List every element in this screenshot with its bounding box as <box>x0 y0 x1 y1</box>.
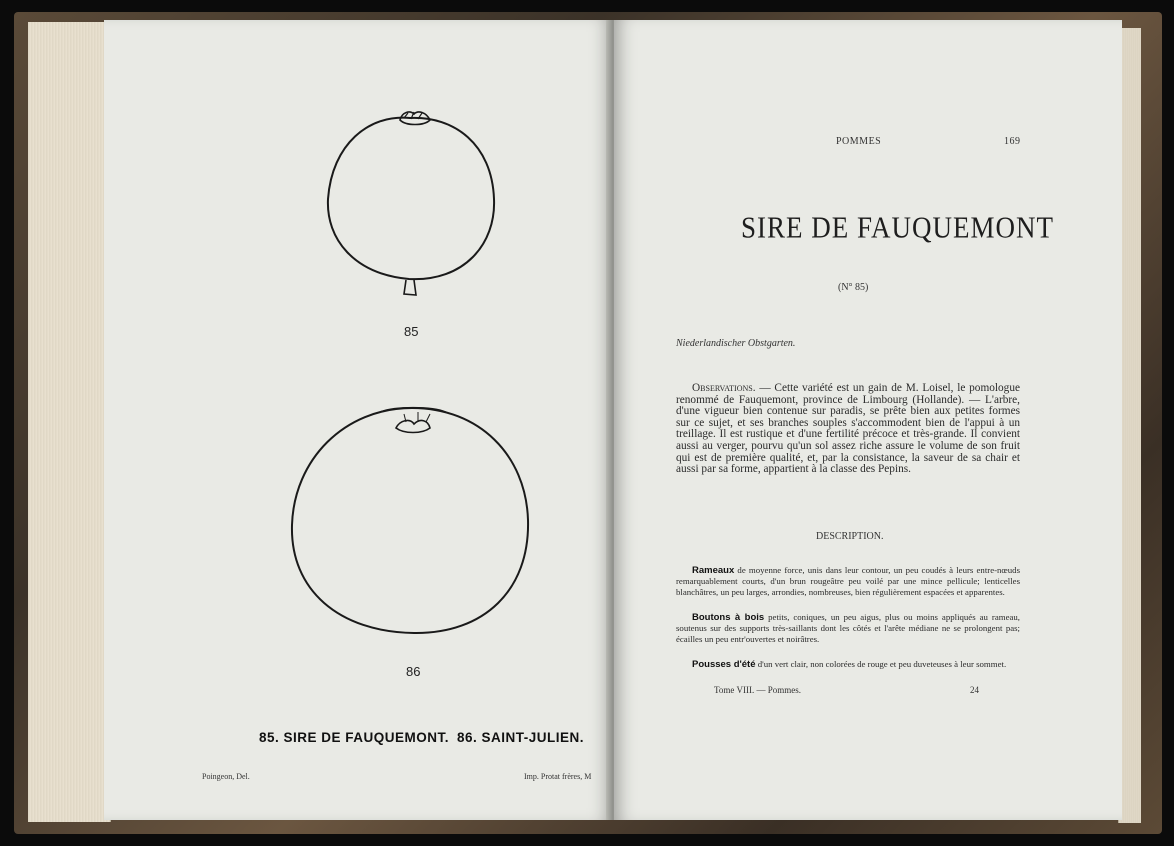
rameaux-label: Rameaux <box>692 565 735 576</box>
apple-86-illustration <box>284 400 536 640</box>
observations-paragraph <box>676 383 1020 476</box>
variety-number: (N° 85) <box>838 282 869 293</box>
figure-85-number: 85 <box>404 324 419 339</box>
boutons-paragraph <box>676 612 1020 644</box>
imprint-artist: Poingeon, Del. <box>202 772 250 781</box>
observations-text: — Cette variété est un gain de M. Loisel, le pomologue renommé de Fauquemont, province de Limbourg (Hollande). — L'arbre, d'une vigueur bien contenue sur paradis, se prête bien aux petites formes sur ce sujet, et ses branches souples s'accommodent bien de l'appui à un treillage. Il est rustique et d'une fertilité précoce et très-grande. Il convient aussi au verger, pourvu qu'un sol assez riche assure le volume de son fruit qui est de première qualité, et, par la consistance, la saveur de sa chair et aussi par sa forme, appartient à la classe des Pepins. <box>676 382 1020 476</box>
apple-85-illustration <box>314 104 504 304</box>
pousses-label: Pousses d'été <box>692 659 756 670</box>
caption-85: 85. SIRE DE FAUQUEMONT. <box>259 730 450 745</box>
boutons-text: petits, coniques, un peu aigus, plus ou moins appliqués au rameau, soutenus sur des supports très-saillants dont les côtés et l'arête médiane ne se prolongent pas; écailles un peu entr'ouvertes et noirâtres. <box>676 612 1020 644</box>
right-page <box>614 20 1122 820</box>
page-stack-left <box>28 22 111 822</box>
imprint-printer: Imp. Protat frères, M <box>524 772 592 781</box>
caption-86: 86. SAINT-JULIEN. <box>457 730 585 745</box>
figure-86-number: 86 <box>406 664 421 679</box>
running-header: POMMES <box>836 136 882 147</box>
synonym-reference: Niederlandischer Obstgarten. <box>676 338 796 349</box>
footer-volume: Tome VIII. — Pommes. <box>714 685 801 695</box>
observations-label: Observations. <box>692 382 756 394</box>
left-page <box>104 20 612 820</box>
pousses-text: d'un vert clair, non colorées de rouge et peu duveteuses à leur sommet. <box>755 659 1007 669</box>
rameaux-paragraph <box>676 565 1020 597</box>
footer-signature: 24 <box>970 685 979 695</box>
page-number: 169 <box>1004 136 1021 147</box>
rameaux-text: de moyenne force, unis dans leur contour, un peu coudés à leurs entre-nœuds remarquablement courts, d'un brun rougeâtre peu voilé par une mince pellicule; lenticelles blanchâtres, un peu larges, arrondies, nombreuses, bien régulièrement espacées et apparentes. <box>676 565 1020 597</box>
description-heading: DESCRIPTION. <box>816 531 884 542</box>
pousses-paragraph <box>676 659 1020 670</box>
page-title: SIRE DE FAUQUEMONT <box>741 210 1054 245</box>
boutons-label: Boutons à bois <box>692 612 765 623</box>
